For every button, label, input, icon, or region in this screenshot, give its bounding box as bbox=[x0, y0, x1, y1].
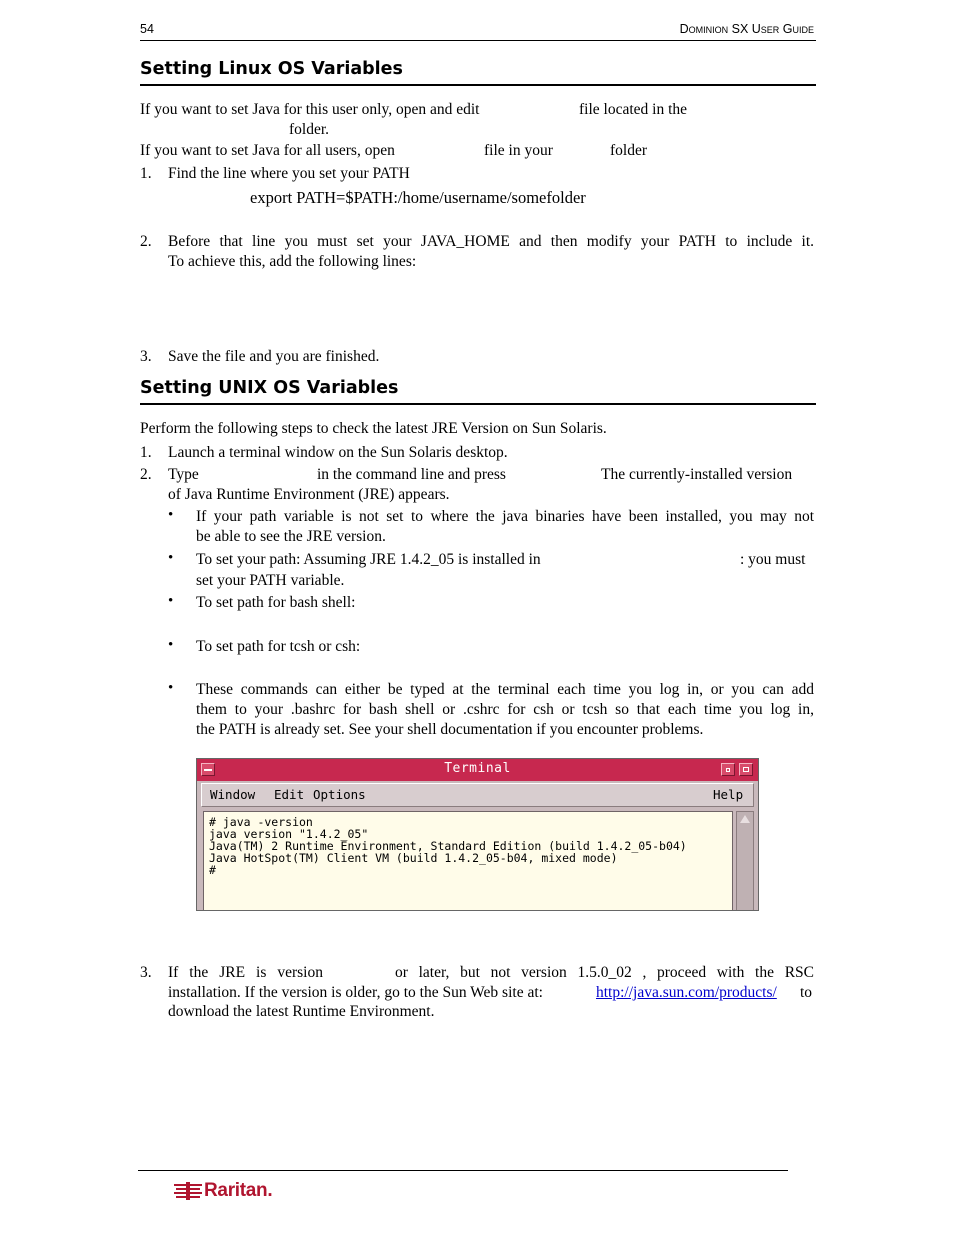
bullet-4-text: To set path for tcsh or csh: bbox=[196, 638, 361, 655]
unix-step3-line2-a: installation. If the version is older, go to the Sun Web site at: bbox=[168, 984, 543, 1001]
linux-step1-number: 1. bbox=[140, 165, 152, 182]
bullet-2-line2: set your PATH variable. bbox=[196, 572, 345, 589]
bullet-3-glyph: • bbox=[168, 593, 174, 609]
linux-step2-number: 2. bbox=[140, 233, 152, 250]
bullet-1-line2: be able to see the JRE version. bbox=[196, 528, 386, 545]
linux-para1-c: folder. bbox=[289, 121, 330, 138]
bullet-3-text: To set path for bash shell: bbox=[196, 594, 356, 611]
menu-edit[interactable]: Edit bbox=[274, 787, 305, 802]
linux-heading: Setting Linux OS Variables bbox=[140, 59, 403, 79]
unix-step3-line2-b: to bbox=[800, 984, 813, 1001]
linux-step3-text: Save the file and you are finished. bbox=[168, 348, 380, 365]
menu-options[interactable]: Options bbox=[313, 787, 366, 802]
linux-para1-b: file located in the bbox=[579, 101, 688, 118]
linux-step2-line1: Before that line you must set your JAVA_HOME and then modify your PATH to include it. bbox=[168, 233, 814, 250]
unix-step2-line2: of Java Runtime Environment (JRE) appears. bbox=[168, 486, 450, 503]
scroll-up-arrow-icon[interactable] bbox=[740, 815, 750, 823]
bullet-5-line1: These commands can either be typed at the terminal each time you log in, or you can add bbox=[196, 681, 814, 698]
unix-step2-c: The currently-installed version bbox=[601, 466, 793, 483]
linux-step1-text: Find the line where you set your PATH bbox=[168, 165, 410, 182]
bullet-2-a: To set your path: Assuming JRE 1.4.2_05 is installed in bbox=[196, 551, 541, 568]
menu-window[interactable]: Window bbox=[210, 787, 256, 802]
raritan-logo-text: Raritan. bbox=[204, 1180, 273, 1201]
bullet-4-glyph: • bbox=[168, 637, 174, 653]
unix-heading: Setting UNIX OS Variables bbox=[140, 378, 399, 398]
bullet-2-glyph: • bbox=[168, 550, 174, 566]
unix-step1-text: Launch a terminal window on the Sun Solaris desktop. bbox=[168, 444, 508, 461]
unix-step1-number: 1. bbox=[140, 444, 152, 461]
unix-intro: Perform the following steps to check the latest JRE Version on Sun Solaris. bbox=[140, 420, 607, 437]
bullet-5-glyph: • bbox=[168, 680, 174, 696]
linux-para2-a: If you want to set Java for all users, open bbox=[140, 142, 395, 159]
terminal-line: Java(TM) 2 Runtime Environment, Standard Edition (build 1.4.2_05-b04) bbox=[209, 839, 687, 853]
bullet-1-line1: If your path variable is not set to where the java binaries have been installed, you may not bbox=[196, 508, 814, 525]
menu-help[interactable]: Help bbox=[713, 787, 744, 802]
bullet-1-glyph: • bbox=[168, 507, 174, 523]
raritan-logo-icon bbox=[174, 1181, 202, 1203]
footer-rule bbox=[138, 1170, 788, 1171]
terminal-line: # bbox=[209, 863, 216, 877]
page-number: 54 bbox=[140, 22, 154, 36]
bullet-5-line2: them to your .bashrc for bash shell or .cshrc for csh or tcsh so that each time you log in, bbox=[196, 701, 814, 718]
terminal-scrollbar[interactable] bbox=[736, 811, 754, 911]
unix-step3-b: or later, but not version 1.5.0_02 , proceed with the RSC bbox=[395, 964, 814, 981]
terminal-line: java version "1.4.2_05" bbox=[209, 827, 369, 841]
bullet-5-line3: the PATH is already set. See your shell documentation if you encounter problems. bbox=[196, 721, 704, 738]
terminal-window bbox=[196, 758, 759, 911]
terminal-titlebar bbox=[197, 759, 758, 781]
linux-step3-number: 3. bbox=[140, 348, 152, 365]
linux-heading-rule bbox=[140, 84, 816, 86]
bullet-2-b: : you must bbox=[740, 551, 806, 568]
unix-step2-b: in the command line and press bbox=[317, 466, 506, 483]
unix-step3-number: 3. bbox=[140, 964, 152, 981]
terminal-line: # java -version bbox=[209, 815, 313, 829]
header-rule bbox=[140, 40, 816, 41]
minimize-button[interactable] bbox=[721, 763, 735, 776]
linux-para2-c: folder bbox=[610, 142, 648, 159]
guide-title: Dominion SX User Guide bbox=[679, 22, 814, 36]
linux-step1-code: export PATH=$PATH:/home/username/somefolder bbox=[250, 188, 586, 207]
terminal-output[interactable] bbox=[203, 811, 733, 911]
sun-products-link[interactable]: http://java.sun.com/products/ bbox=[596, 984, 777, 1001]
terminal-title: Terminal bbox=[444, 761, 511, 776]
unix-step3-a: If the JRE is version bbox=[168, 964, 323, 981]
linux-step2-line2: To achieve this, add the following lines: bbox=[168, 253, 417, 270]
unix-step2-number: 2. bbox=[140, 466, 152, 483]
unix-step3-line3: download the latest Runtime Environment. bbox=[168, 1003, 435, 1020]
terminal-menubar bbox=[201, 783, 754, 807]
maximize-button[interactable] bbox=[739, 763, 753, 776]
unix-heading-rule bbox=[140, 403, 816, 405]
linux-para2-b: file in your bbox=[484, 142, 553, 159]
linux-para1-a: If you want to set Java for this user only, open and edit bbox=[140, 101, 480, 118]
terminal-line: Java HotSpot(TM) Client VM (build 1.4.2_05-b04, mixed mode) bbox=[209, 851, 618, 865]
unix-step2-a: Type bbox=[168, 466, 199, 483]
